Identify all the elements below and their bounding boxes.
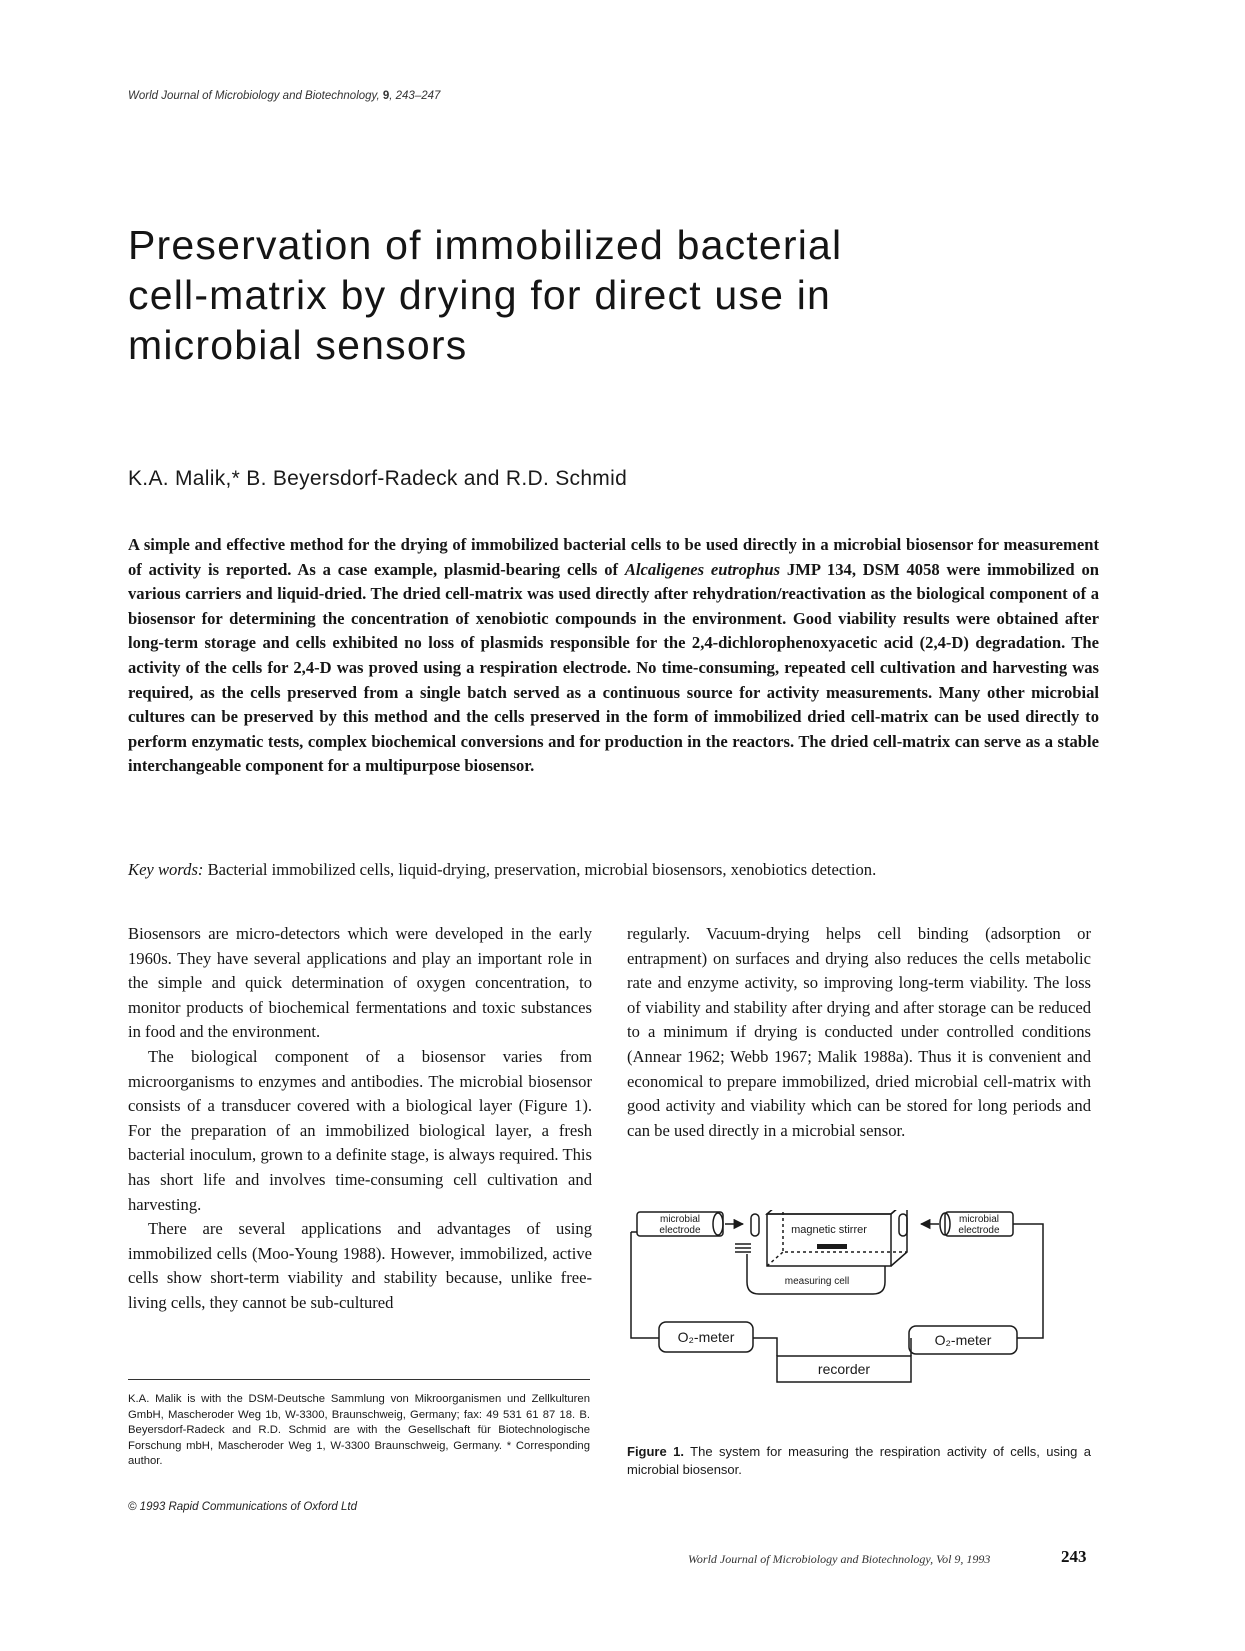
authors: K.A. Malik,* B. Beyersdorf-Radeck and R.D. Schmid <box>128 467 628 490</box>
title-line: microbial sensors <box>128 322 468 368</box>
label-o2-meter-left: O₂-meter <box>677 1329 735 1345</box>
body-paragraph: Biosensors are micro-detectors which were developed in the early 1960s. They have several applications and play an important role in the simple and quick determination of oxygen concentration, to monitor products of biochemical fermentations and toxic substances in food and the environment. <box>128 924 592 1042</box>
page-number: 243 <box>1061 1547 1087 1566</box>
body-column-left <box>128 922 592 1316</box>
keywords <box>128 859 1108 881</box>
footer-journal: World Journal of Microbiology and Biotechnology, Vol 9, 1993 <box>688 1552 991 1566</box>
journal-name: World Journal of Microbiology and Biotechnology, <box>128 90 383 102</box>
biosensor-diagram <box>627 1210 1091 1432</box>
abstract-part-2: JMP 134, DSM 4058 were immobilized on various carriers and liquid-dried. The dried cell-matrix was used directly after rehydration/reactivation as the biological component of a biosensor for determining the concentration of xenobiotic compounds in the environment. Good viability results were obtained after long-term storage and cells exhibited no loss of plasmids responsible for the 2,4-dichlorophenoxyacetic acid (2,4-D) degradation. The activity of the cells for 2,4-D was proved using a respiration electrode. No time-consuming, repeated cell cultivation and harvesting was required, as the cells preserved from a single batch served as a continuous source for activity measurements. Many other microbial cultures can be preserved by this method and the cells preserved in the form of immobilized dried cell-matrix can be used directly to perform enzymatic tests, complex biochemical conversions and for production in the reactors. The dried cell-matrix can serve as a stable interchangeable component for a multipurpose biosensor. <box>128 559 1099 776</box>
label-o2-meter-right: O₂-meter <box>934 1332 992 1348</box>
electrode-right-port <box>899 1214 907 1236</box>
electrode-left-tip <box>713 1213 723 1235</box>
keywords-label: Key words: <box>128 860 204 879</box>
stirrer-bar <box>817 1244 847 1249</box>
journal-volume: 9 <box>382 90 390 102</box>
species-name: Alcaligenes eutrophus <box>624 559 781 579</box>
journal-header <box>128 90 440 102</box>
title-line: Preservation of immobilized bacterial <box>128 222 843 268</box>
figure-caption <box>627 1443 1091 1479</box>
body-column-right <box>627 922 1091 1143</box>
label-electrode-left-2: electrode <box>659 1225 701 1236</box>
copyright: © 1993 Rapid Communications of Oxford Ltd <box>128 1501 358 1513</box>
body-paragraph: regularly. Vacuum-drying helps cell binding (adsorption or entrapment) on surfaces and drying also reduces the cells metabolic rate and enzyme activity, so improving long-term viability. The loss of viability and stability after drying and after storage can be reduced to a minimum if drying is conducted under controlled conditions (Annear 1962; Webb 1967; Malik 1988a). Thus it is convenient and economical to prepare immobilized, dried microbial cell-matrix with good activity and viability which can be stored for long periods and can be used directly in a microbial sensor. <box>627 924 1091 1140</box>
abstract-part-1: A simple and effective method for the drying of immobilized bacterial cells to be used directly in a microbial biosensor for measurement of activity is reported. As a case example, plasmid-bearing cells of <box>128 535 1099 579</box>
loop-line-right <box>1013 1224 1043 1338</box>
footnote-divider <box>128 1379 590 1380</box>
figure-1 <box>627 1210 1091 1432</box>
label-measuring-cell: measuring cell <box>784 1276 850 1287</box>
label-recorder: recorder <box>817 1361 871 1377</box>
figure-caption-label: Figure 1. <box>627 1444 684 1459</box>
journal-pages: , 243–247 <box>389 90 441 102</box>
label-electrode-left-1: microbial <box>659 1214 701 1225</box>
link-o2-recorder-left <box>753 1338 777 1356</box>
paper-title <box>128 220 1088 370</box>
label-electrode-right-1: microbial <box>958 1214 1000 1225</box>
loop-line-left <box>631 1232 659 1338</box>
label-stirrer: magnetic stirrer <box>791 1224 867 1236</box>
footnote: K.A. Malik is with the DSM-Deutsche Sammlung von Mikroorganismen und Zellkulturen GmbH, Mascheroder Weg 1b, W-3300, Braunschweig, Germany; fax: 49 531 61 87 18. B. Beyersdorf-Radeck and R.D. Schmid are with the Gesellschaft für Biotechnologische Forschung mbH, Mascheroder Weg 1, W-3300 Braunschweig, Germany. * Corresponding author. <box>128 1393 590 1468</box>
body-paragraph: The biological component of a biosensor varies from microorganisms to enzymes and antibodies. The microbial biosensor consists of a transducer covered with a biological layer (Figure 1). For the preparation of an immobilized biological layer, a fresh bacterial inoculum, grown to a definite stage, is always required. This has short life and involves time-consuming cell cultivation and harvesting. <box>128 1046 592 1214</box>
title-line: cell-matrix by drying for direct use in <box>128 272 832 318</box>
abstract <box>128 533 1099 779</box>
cell-front <box>767 1214 891 1266</box>
figure-caption-text: The system for measuring the respiration activity of cells, using a microbial biosensor. <box>627 1444 1091 1477</box>
body-paragraph: There are several applications and advantages of using immobilized cells (Moo-Young 1988). However, immobilized, active cells show short-term viability and stability because, unlike free-living cells, they cannot be sub-cultured <box>128 1219 592 1312</box>
electrode-left-port <box>751 1214 759 1236</box>
keywords-text: Bacterial immobilized cells, liquid-drying, preservation, microbial biosensors, xenobiotics detection. <box>203 860 877 879</box>
label-electrode-right-2: electrode <box>958 1225 1000 1236</box>
